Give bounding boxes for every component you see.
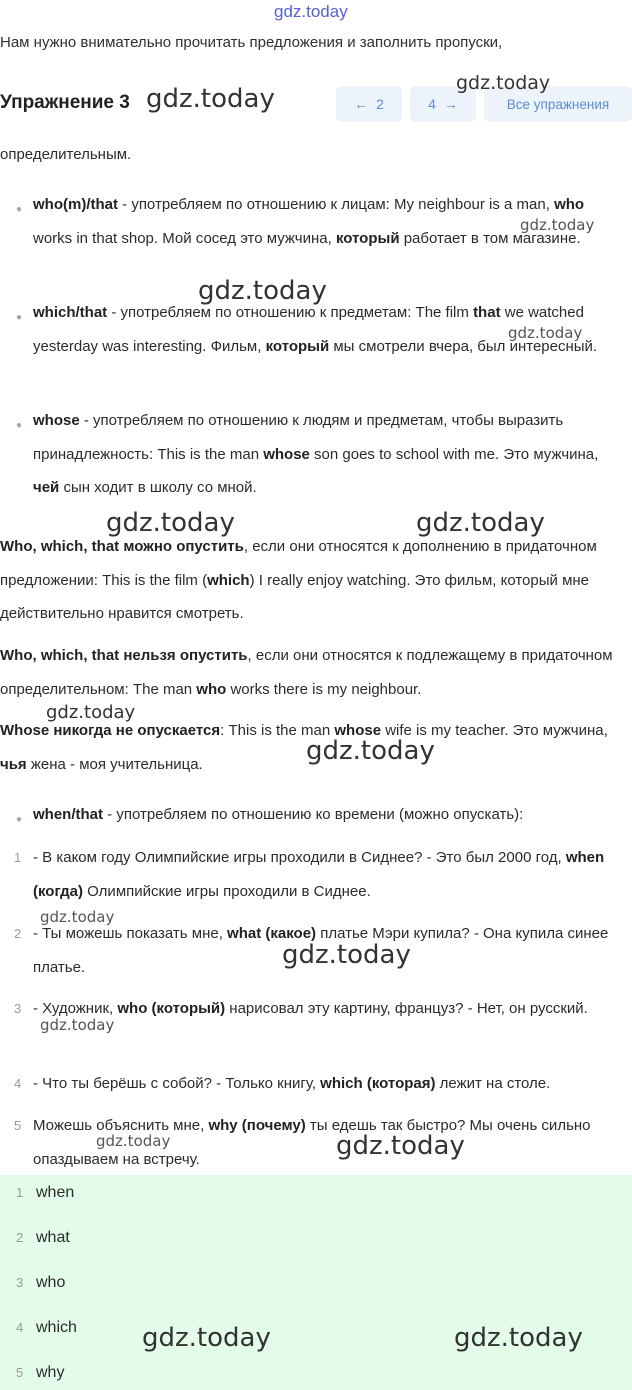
site-logo[interactable]: gdz.today [274,2,348,21]
term: Who, which, that можно опустить [0,538,244,555]
text: we watched yesterday was interesting. Фильм, [33,304,584,355]
prev-exercise-label: 2 [376,96,384,112]
term: чей [33,479,60,496]
item-number: 5 [14,1118,22,1133]
all-exercises-button[interactable]: Все упражнения [484,86,632,122]
text: - В каком году Олимпийские игры проходили в Сиднее? - Это был 2000 год, [33,849,566,866]
watermark: gdz.today [142,1323,271,1353]
text: Олимпийские игры проходили в Сиднее. [83,882,371,900]
term: Who, which, that нельзя опустить [0,647,248,664]
text: лежит на столе. [435,1075,551,1092]
text: жена - моя учительница. [26,755,203,773]
answer-number: 3 [16,1275,24,1290]
watermark: gdz.today [520,216,595,234]
text: ) I really enjoy watching. Это фильм, который мне действительно нравится смотреть. [0,571,590,622]
bullet-icon: ● [16,204,23,215]
arrow-right-icon: → [443,96,458,112]
watermark: gdz.today [454,1323,583,1353]
answer-word: why [36,1364,65,1381]
watermark: gdz.today [416,508,545,538]
list-item [33,798,623,832]
bullet-icon: ● [16,814,23,825]
answer-number: 5 [16,1365,24,1380]
answer-row [16,1184,74,1202]
watermark: gdz.today [306,736,435,766]
term: который [335,229,400,247]
text: wife is my teacher. Это мужчина, [381,722,608,739]
answer-word: what [36,1229,70,1246]
watermark: gdz.today [40,908,115,926]
text-fragment: определительным. [0,146,132,163]
item-number: 1 [14,850,22,865]
text: - Что ты берёшь с собой? - Только книгу, [33,1075,321,1092]
watermark: gdz.today [46,702,136,723]
numbered-item [33,841,628,908]
list-item [33,404,623,505]
item-number: 4 [14,1076,22,1091]
watermark: gdz.today [106,508,235,538]
watermark: gdz.today [146,84,275,114]
bullet-icon: ● [16,312,23,323]
watermark: gdz.today [96,1132,171,1150]
term: when/that [33,806,103,823]
text: платье Мэри купила? - Она купила синее платье. [33,925,609,976]
exercise-title: Упражнение 3 [0,92,130,113]
text: нарисовал эту картину, француз? - Нет, он русский. [225,1000,588,1017]
term: whose [263,445,310,463]
watermark: gdz.today [336,1131,465,1161]
text: - употребляем по отношению к лицам: My neighbour is a man, [117,196,555,213]
answer-row [16,1364,64,1382]
answer-word: which [36,1319,77,1336]
watermark: gdz.today [508,324,583,342]
text: - употребляем по отношению к людям и предметам, чтобы выразить принадлежность: This is the man [33,412,564,463]
term: which/that [33,304,108,321]
answer-row [16,1229,70,1247]
text: - Художник, [33,1000,118,1017]
numbered-item [33,992,628,1026]
text: ты едешь так быстро? Мы очень сильно опаздываем на встречу. [33,1117,591,1168]
watermark: gdz.today [456,72,551,94]
answer-box [0,1175,632,1390]
answer-number: 2 [16,1230,24,1245]
bullet-icon: ● [16,420,23,431]
numbered-item [33,1067,628,1101]
arrow-left-icon: ← [354,96,369,112]
text: работает в том магазине. [399,229,581,247]
text: Можешь объяснить мне, [33,1117,209,1134]
text: works there is my neighbour. [226,680,422,698]
term: who (который) [117,1000,226,1017]
text: - употребляем по отношению к предметам: The film [107,304,474,321]
term: который [265,337,330,355]
text: , если они относятся к дополнению в придаточном предложении: This is the film ( [0,538,597,589]
term: which (которая) [320,1075,436,1092]
term: чья [0,755,27,773]
term: whose [33,412,80,429]
answer-number: 1 [16,1185,24,1200]
item-number: 2 [14,926,22,941]
next-exercise-label: 4 [428,96,436,112]
term: that [473,304,501,321]
text: , если они относятся к подлежащему в придаточном определительном: The man [0,647,613,698]
watermark: gdz.today [40,1016,115,1034]
term: who(m)/that [33,196,118,213]
item-number: 3 [14,1001,22,1016]
answer-word: when [36,1184,75,1201]
text: : This is the man [220,722,335,739]
text: мы смотрели вчера, был интересный. [329,337,598,355]
term: what (какое) [227,925,317,942]
text: son goes to school with me. Это мужчина, [309,445,599,463]
watermark: gdz.today [282,940,411,970]
answer-row [16,1319,77,1337]
rule-paragraph [0,639,620,706]
term: who [554,196,585,213]
term: whose [334,722,382,739]
watermark: gdz.today [198,276,327,306]
term: which [207,571,250,589]
term: why (почему) [208,1117,306,1134]
term: who [196,680,227,698]
text: - употребляем по отношению ко времени (можно опускать): [103,806,524,823]
answer-row [16,1274,65,1292]
prev-exercise-button[interactable] [336,86,402,122]
answer-number: 4 [16,1320,24,1335]
term: when (когда) [33,849,605,900]
answer-word: who [36,1274,66,1291]
intro-text: Нам нужно внимательно прочитать предложения и заполнить пропуски, [0,34,503,51]
text: - Ты можешь показать мне, [33,925,228,942]
text: сын ходит в школу со мной. [59,479,257,496]
rule-paragraph [0,530,620,631]
term: Whose никогда не опускается [0,722,221,739]
text: works in that shop. Мой сосед это мужчина, [33,229,336,247]
